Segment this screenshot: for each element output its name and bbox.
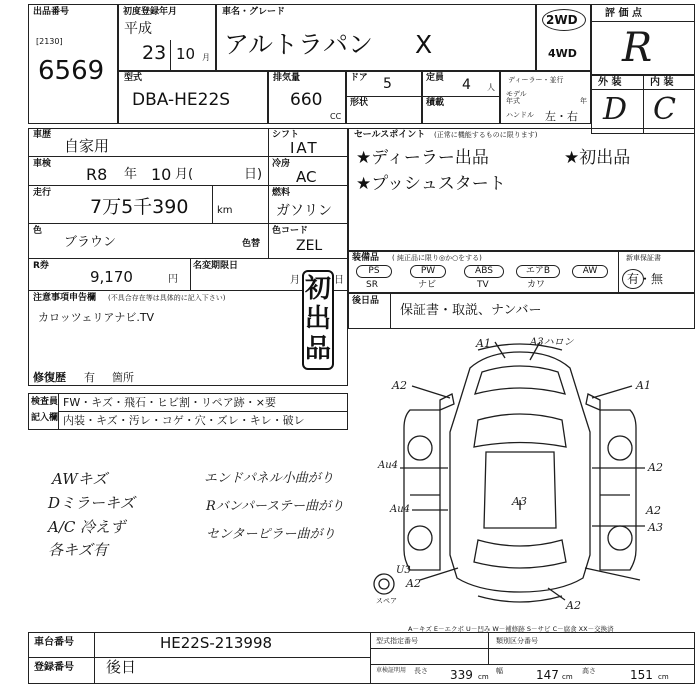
spare-label: スペア <box>376 597 397 605</box>
stamp-char-2: 出 <box>305 304 332 334</box>
exterior-label: 外 装 <box>598 77 622 88</box>
recycle-label: R券 <box>33 261 49 271</box>
listing-prefix: [2130] <box>36 37 63 46</box>
registration-year: 23 <box>142 42 167 64</box>
mark-right-door-a2: A2 <box>648 461 663 474</box>
handle-value: 左・右 <box>545 110 578 123</box>
color-code-value: ZEL <box>296 238 323 254</box>
drive-4wd: 4WD <box>548 47 577 60</box>
notes-sub-label: (不具合存在等は具体的に記入下さい) <box>108 294 226 302</box>
height-unit: cm <box>658 673 669 681</box>
width-label: 幅 <box>496 667 503 675</box>
sales-points-label: セールスポイント <box>354 130 426 140</box>
equip-abs: ABS <box>464 265 504 278</box>
displacement-label: 排気量 <box>273 73 301 83</box>
ac-label: 冷房 <box>272 159 291 169</box>
attached-label: 後日品 <box>352 296 380 306</box>
nameplate-label: 名変期限日 <box>193 261 239 271</box>
mark-left-front-a2: A2 <box>392 379 407 392</box>
equip-leather: カワ <box>527 280 546 290</box>
interior-label: 内 装 <box>650 77 674 88</box>
mileage-unit: km <box>217 205 233 216</box>
sales-points-note: (正常に機能するものに限ります) <box>434 131 538 139</box>
capacity-unit: 人 <box>487 83 495 92</box>
exterior-grade: D <box>603 92 628 127</box>
certification-label: 車検証明用 <box>376 667 407 674</box>
inspection-year-unit: 年 <box>124 167 138 182</box>
comment-1: AWキズ <box>52 470 108 488</box>
color-label: 色 <box>33 226 43 236</box>
mark-right-rear-a2: A2 <box>646 504 661 517</box>
repair-unit: 箇所 <box>112 371 134 384</box>
history-value: 自家用 <box>64 137 110 155</box>
doors-label: ドア <box>350 73 368 83</box>
attached-value: 保証書・取説、ナンバー <box>400 303 542 318</box>
color-change-label: 色替 <box>242 239 261 249</box>
inspection-era: R8 <box>86 165 108 184</box>
model-year-label: モデル 年式 <box>506 90 527 105</box>
displacement-unit: CC <box>330 112 342 121</box>
category-label: 類別区分番号 <box>496 637 538 645</box>
inspection-month-unit: 月( <box>175 167 194 182</box>
equip-navi: ナビ <box>418 280 437 290</box>
mark-front-a3: A3ハロン <box>530 337 574 348</box>
year-unit: 年 <box>580 97 587 105</box>
load-label: 積載 <box>426 98 445 108</box>
inspection-month: 10 <box>151 165 172 184</box>
inspection-label: 車検 <box>33 159 52 169</box>
car-name: アルトラパン <box>224 30 374 59</box>
fuel-value: ガソリン <box>276 203 332 219</box>
type-designation-label: 型式指定番号 <box>376 637 418 645</box>
notes-value: カロッツェリアナビ.TV <box>38 311 155 324</box>
stamp-char-3: 品 <box>305 334 332 364</box>
repair-label: 修復歴 <box>33 371 66 384</box>
length-label: 長さ <box>414 667 428 675</box>
equip-sr: SR <box>366 280 378 290</box>
height-value: 151 <box>630 668 653 682</box>
mark-right-rear-a3: A3 <box>648 521 663 534</box>
shift-label: シフト <box>272 130 300 140</box>
checks-row-2: 内装・キズ・汚レ・コゲ・穴・ズレ・キレ・破レ <box>63 414 305 427</box>
height-label: 高さ <box>582 667 596 675</box>
nameplate-month: 月 <box>290 275 300 286</box>
width-unit: cm <box>562 673 573 681</box>
equip-ps: PS <box>356 265 392 278</box>
car-name-label: 車名・グレード <box>222 7 286 17</box>
checks-row-1: FW・キズ・飛石・ヒビ割・リペア跡・×要 <box>63 396 276 409</box>
mark-front-a1: A1 <box>476 337 491 350</box>
doors-value: 5 <box>383 76 392 92</box>
equipment-label: 装備品 <box>352 253 380 263</box>
first-registration-label: 初度登録年月 <box>123 7 178 17</box>
recycle-unit: 円 <box>168 274 178 285</box>
length-unit: cm <box>478 673 489 681</box>
month-unit: 月 <box>202 53 210 62</box>
notes-label: 注意事項申告欄 <box>33 293 97 303</box>
type-value: DBA-HE22S <box>132 90 231 110</box>
ac-value: AC <box>296 168 317 186</box>
equip-aw: AW <box>572 265 608 278</box>
recycle-value: 9,170 <box>90 268 133 286</box>
mark-rear-left-a2: A2 <box>406 577 421 590</box>
era: 平成 <box>124 21 152 37</box>
checks-label-2: 記入欄 <box>31 413 59 423</box>
color-value: ブラウン <box>64 235 117 250</box>
equip-pw: PW <box>410 265 446 278</box>
score-label: 評 価 点 <box>605 8 642 19</box>
sales-point-2: ★初出品 <box>564 148 631 168</box>
handle-label: ハンドル <box>506 111 534 119</box>
comment-2: Dミラーキズ <box>48 494 135 512</box>
mark-right-front-a1: A1 <box>636 379 651 392</box>
shift-value: IAT <box>290 139 319 157</box>
history-label: 車歴 <box>33 130 52 140</box>
sales-point-3: ★プッシュスタート <box>356 174 506 194</box>
chassis-label: 車台番号 <box>34 637 74 648</box>
displacement-value: 660 <box>290 90 323 110</box>
comment-5: エンドパネル小曲がり <box>204 471 334 486</box>
warranty-value: 有・無 <box>627 272 664 286</box>
overall-score: R <box>622 25 653 71</box>
mark-spare-u3: U3 <box>396 565 411 576</box>
capacity-value: 4 <box>462 77 471 93</box>
equipment-note: ( 純正品に限り◎か○をする) <box>392 254 482 262</box>
nameplate-day: 日 <box>334 275 344 286</box>
car-outline <box>374 344 636 602</box>
comment-4: 各キズ有 <box>48 541 108 559</box>
listing-number: 6569 <box>38 56 105 86</box>
equip-tv: TV <box>477 280 489 290</box>
width-value: 147 <box>536 668 559 682</box>
registration-month: 10 <box>176 45 196 63</box>
capacity-label: 定員 <box>426 73 445 83</box>
damage-leader-lines <box>400 342 645 600</box>
grade: X <box>415 30 433 59</box>
chassis-value: HE22S-213998 <box>160 634 273 652</box>
registration-label: 登録番号 <box>34 662 74 673</box>
dealer-label: ディーラー・並行 <box>508 76 564 84</box>
damage-legend: A－キズ E－エクボ U－凹み W－補修跡 S－サビ C－腐食 XX－交換済 <box>408 625 614 633</box>
mark-left-rear-au4: Au4 <box>390 504 411 515</box>
mileage-value: 7万5千390 <box>90 196 189 218</box>
sales-point-1: ★ディーラー出品 <box>356 148 489 168</box>
mark-roof-a3: A3 <box>512 495 527 508</box>
type-label: 型式 <box>124 73 143 83</box>
comment-3: A/C 冷えず <box>48 518 126 536</box>
registration-value: 後日 <box>106 658 137 676</box>
checks-label-1: 検査員 <box>31 397 59 407</box>
comment-6: Rバンパーステー曲がり <box>206 499 344 514</box>
interior-grade: C <box>653 92 676 127</box>
listing-number-label: 出品番号 <box>33 7 70 17</box>
mark-left-door-au4: Au4 <box>378 460 399 471</box>
fuel-label: 燃料 <box>272 188 291 198</box>
stamp-char-1: 初 <box>305 274 332 304</box>
mileage-label: 走行 <box>33 188 52 198</box>
comment-7: センターピラー曲がり <box>206 527 336 542</box>
inspection-day-unit: 日) <box>244 167 263 182</box>
mark-rear-a2: A2 <box>566 599 581 612</box>
warranty-label: 新車保証書 <box>626 254 661 262</box>
equip-airbag: エアB <box>516 265 560 278</box>
length-value: 339 <box>450 668 473 682</box>
color-code-label: 色コード <box>272 226 309 236</box>
shape-label: 形状 <box>350 98 369 108</box>
drive-2wd: 2WD <box>546 13 578 27</box>
repair-value: 有 <box>84 371 95 384</box>
